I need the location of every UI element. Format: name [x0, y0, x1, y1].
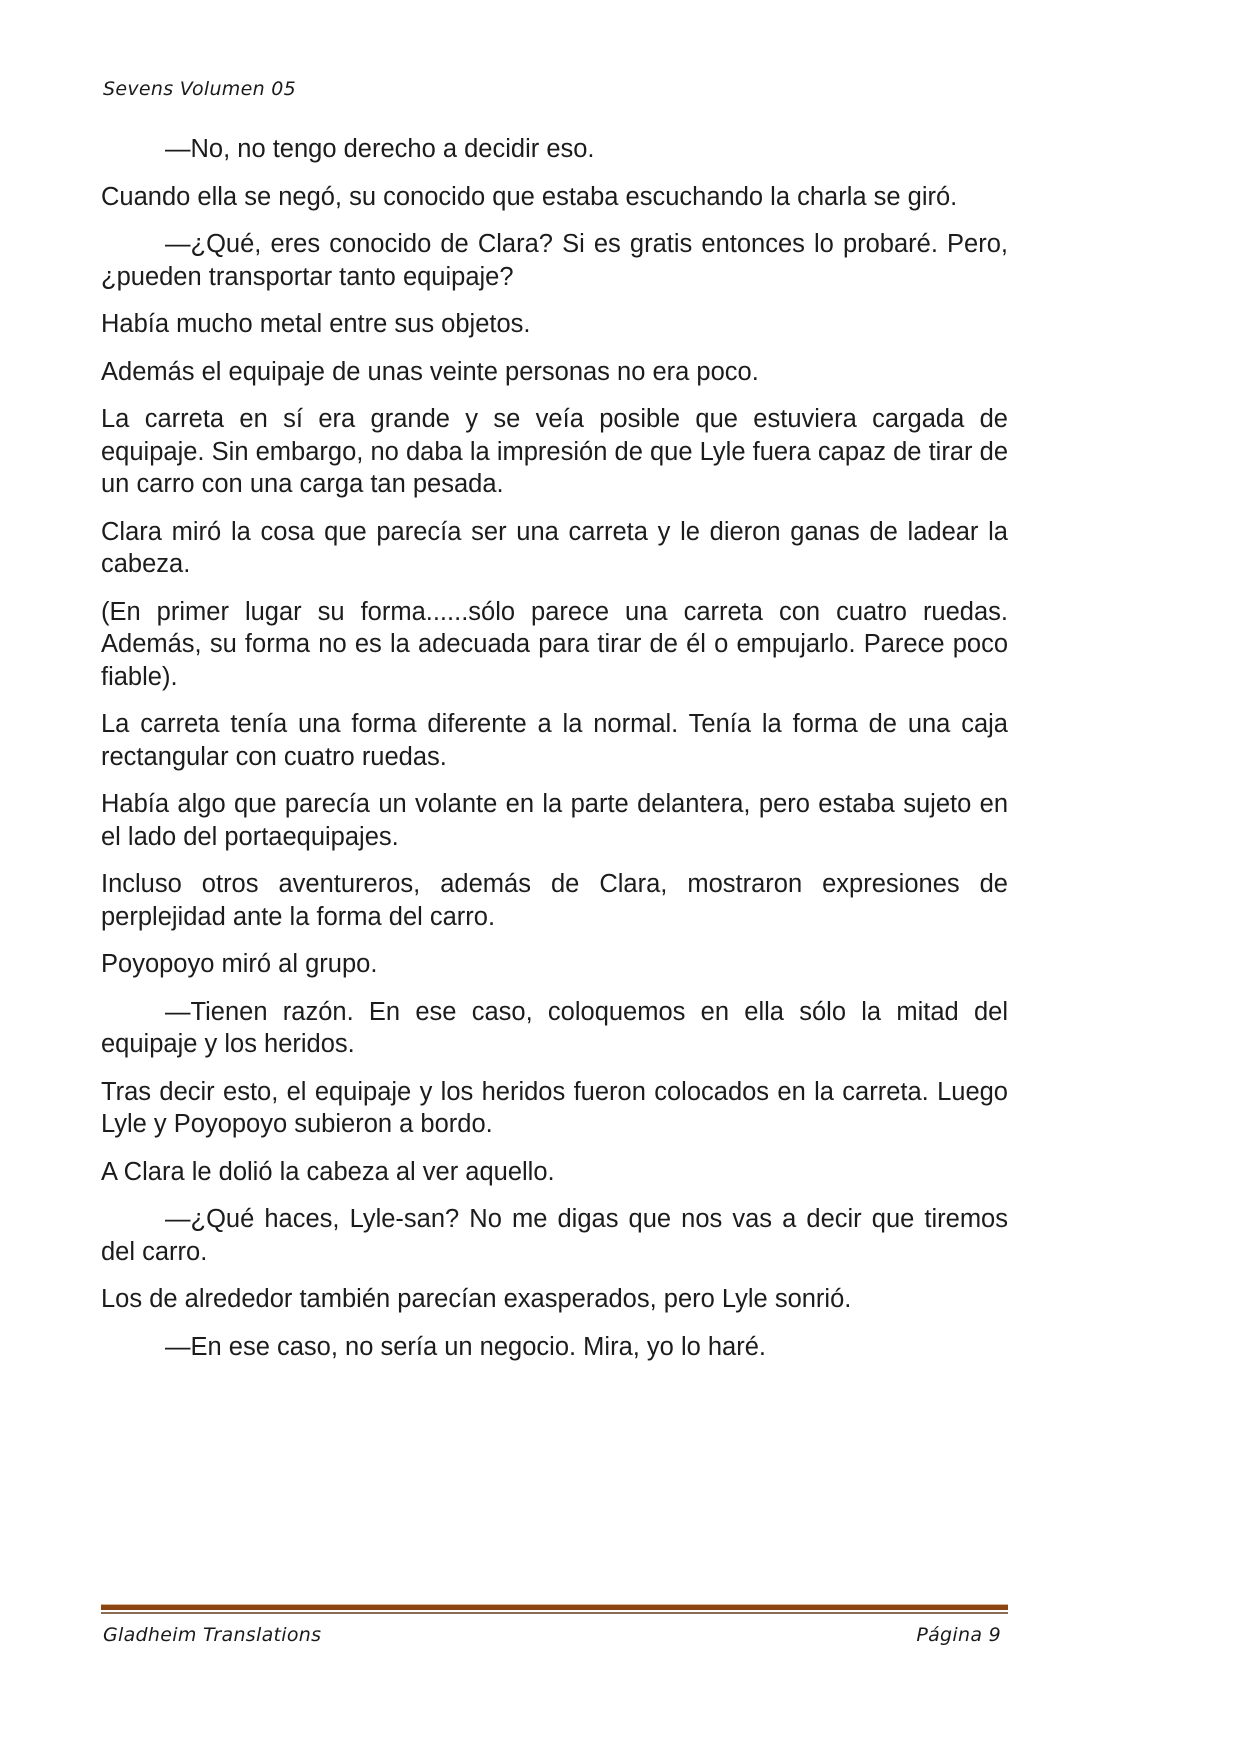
footer-divider [101, 1605, 1008, 1615]
paragraph: La carreta tenía una forma diferente a la normal. Tenía la forma de una caja rectangular con cuatro ruedas. [101, 710, 1008, 771]
footer-publisher: Gladheim Translations [103, 1624, 322, 1646]
footer-divider-thin [101, 1612, 1008, 1614]
paragraph: Había mucho metal entre sus objetos. [101, 310, 531, 338]
paragraph: (En primer lugar su forma......sólo parece una carreta con cuatro ruedas. Además, su forma no es la adecuada para tirar de él o empujarlo. Parece poco fiable). [101, 597, 1008, 691]
paragraph: —En ese caso, no sería un negocio. Mira, yo lo haré. [165, 1332, 766, 1361]
paragraph: Clara miró la cosa que parecía ser una carreta y le dieron ganas de ladear la cabeza. [101, 517, 1008, 578]
paragraph: Los de alrededor también parecían exasperados, pero Lyle sonrió. [101, 1285, 852, 1313]
paragraph: Además el equipaje de unas veinte personas no era poco. [101, 357, 759, 386]
paragraph: —No, no tengo derecho a decidir eso. [165, 135, 595, 163]
paragraph: La carreta en sí era grande y se veía posible que estuviera cargada de equipaje. Sin embargo, no daba la impresión de que Lyle fuera capaz de tirar de un carro con una carga tan pesada. [101, 405, 1008, 498]
paragraph: Tras decir esto, el equipaje y los heridos fueron colocados en la carreta. Luego Lyle y Poyopoyo subieron a bordo. [101, 1077, 1008, 1138]
paragraph: —¿Qué, eres conocido de Clara? Si es gratis entonces lo probaré. Pero, ¿pueden transportar tanto equipaje? [101, 230, 1008, 291]
paragraph: Incluso otros aventureros, además de Clara, mostraron expresiones de perplejidad ante la forma del carro. [101, 870, 1008, 931]
paragraph: Poyopoyo miró al grupo. [101, 950, 378, 978]
footer-page-number: Página 9 [916, 1624, 1001, 1646]
footer-divider-thick [101, 1605, 1008, 1610]
paragraph: Cuando ella se negó, su conocido que estaba escuchando la charla se giró. [101, 182, 958, 211]
paragraph: A Clara le dolió la cabeza al ver aquello. [101, 1157, 555, 1186]
paragraph: Había algo que parecía un volante en la parte delantera, pero estaba sujeto en el lado del portaequipajes. [101, 790, 1008, 851]
paragraph: —¿Qué haces, Lyle-san? No me digas que nos vas a decir que tiremos del carro. [101, 1205, 1008, 1266]
running-header: Sevens Volumen 05 [103, 78, 297, 100]
body-text [101, 133, 1008, 1378]
paragraph: —Tienen razón. En ese caso, coloquemos en ella sólo la mitad del equipaje y los heridos. [101, 997, 1008, 1058]
